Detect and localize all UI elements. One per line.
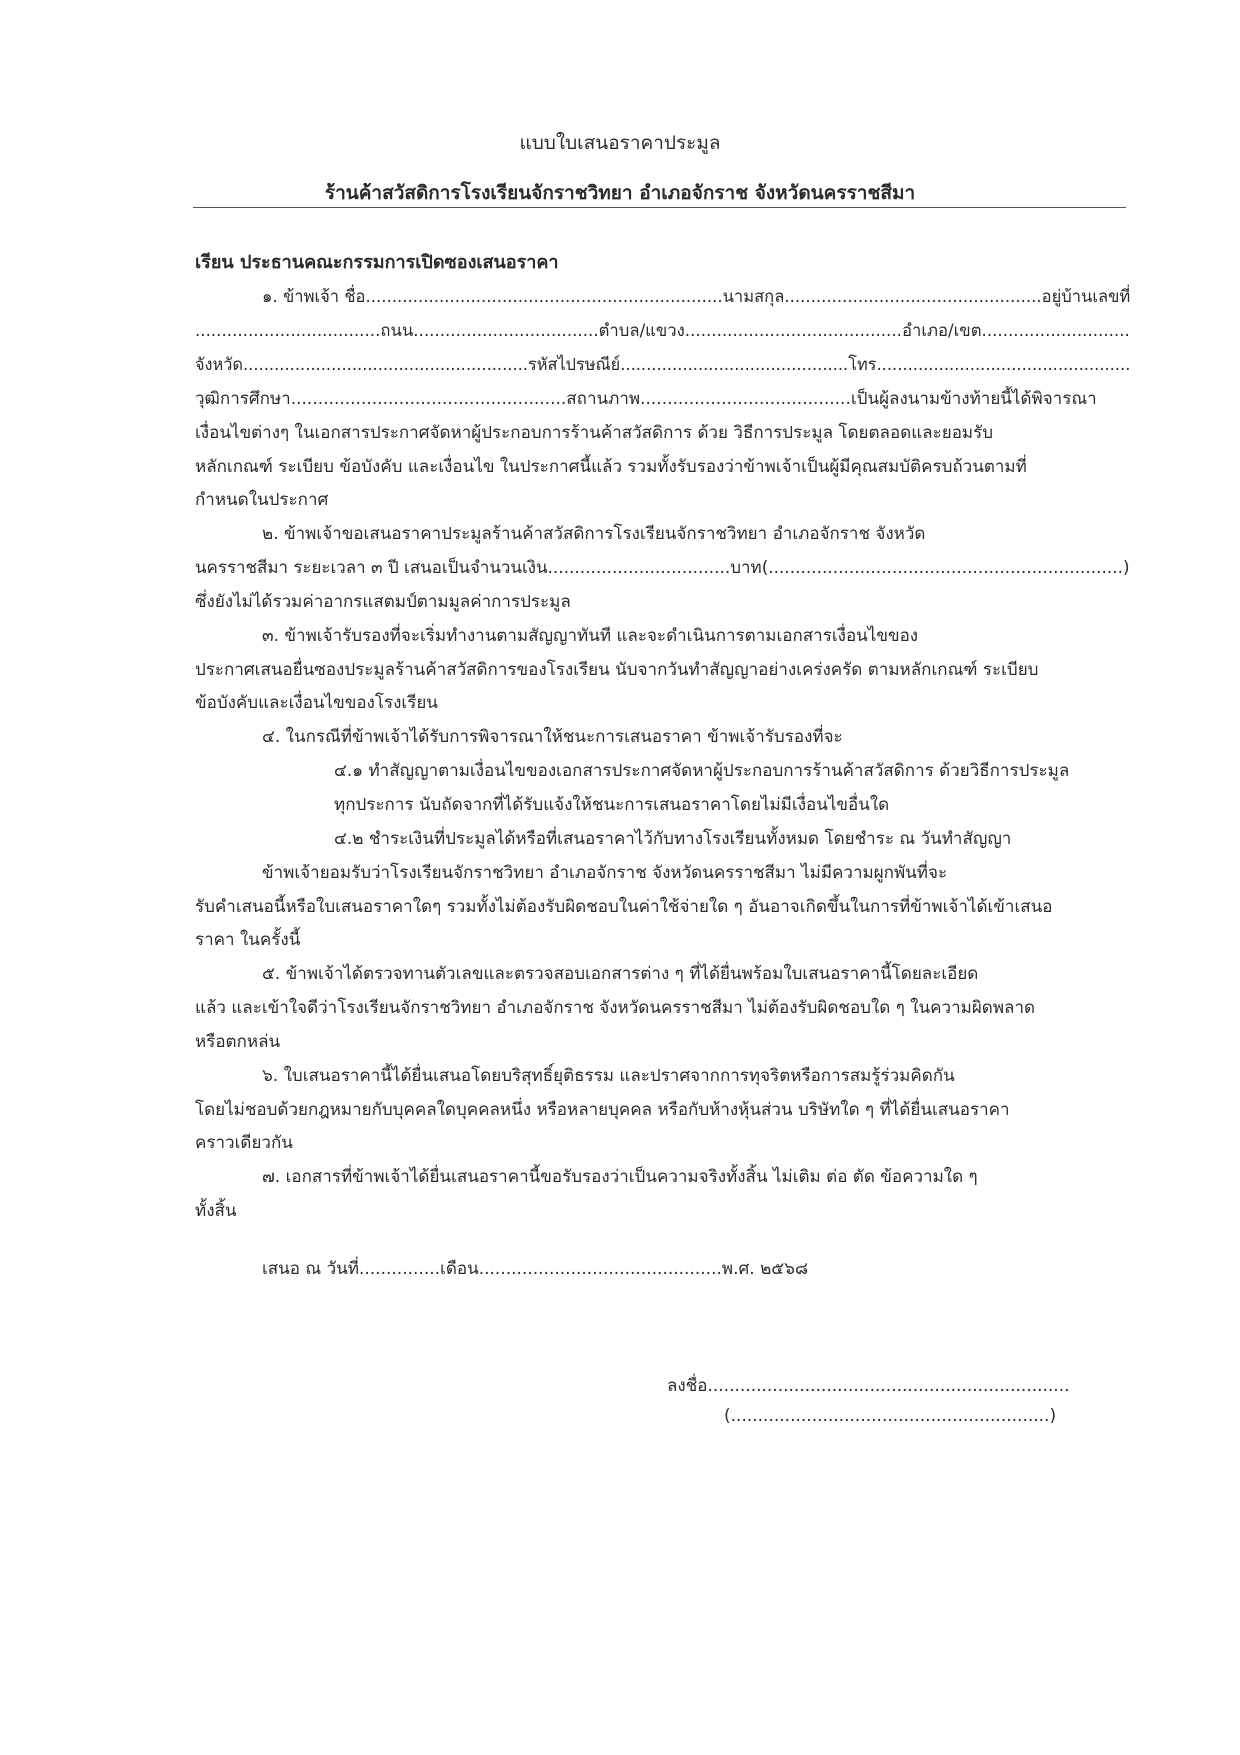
clause-3-line-3: ข้อบังคับและเงื่อนไขของโรงเรียน [195,693,438,713]
clause-6-line-1: ๖. ใบเสนอราคานี้ได้ยื่นเสนอโดยบริสุทธิ์ยุติธรรม และปราศจากการทุจริตหรือการสมรู้ร่วมคิดกัน [262,1066,955,1086]
clause-3-line-2: ประกาศเสนอยื่นซองประมูลร้านค้าสวัสดิการของโรงเรียน นับจากวันทำสัญญาอย่างเคร่งครัด ตามหลักเกณฑ์ ระเบียบ [195,660,1039,680]
acceptance-line-3: ราคา ในครั้งนี้ [195,930,301,950]
acceptance-line-1: ข้าพเจ้ายอมรับว่าโรงเรียนจักราชวิทยา อำเภอจักราช จังหวัดนครราชสีมา ไม่มีความผูกพันที่จะ [262,863,948,883]
clause-1-line-7: กำหนดในประกาศ [195,490,329,510]
clause-5-line-2: แล้ว และเข้าใจดีว่าโรงเรียนจักราชวิทยา อำเภอจักราช จังหวัดนครราชสีมา ไม่ต้องรับผิดชอบใด ๆ ในความผิดพลาด [195,998,1036,1018]
document-title: แบบใบเสนอราคาประมูล [519,132,721,154]
clause-1-line-2: ...................................ถนน...................................ตำบล/แขวง.........................................อำเภอ/เขต............................ [195,321,1130,341]
clause-6-line-3: คราวเดียวกัน [195,1133,293,1153]
clause-1-line-1: ๑. ข้าพเจ้า ชื่อ....................................................................นามสกุล.................................................อยู่บ้านเลขที่ [262,287,1131,307]
acceptance-line-2: รับคำเสนอนี้หรือใบเสนอราคาใดๆ รวมทั้งไม่ต้องรับผิดชอบในค่าใช้จ่ายใด ๆ อันอาจเกิดขึ้นในการที่ข้าพเจ้าได้เข้าเสนอ [195,897,1053,917]
clause-2-line-3: ซึ่งยังไม่ได้รวมค่าอากรแสตมป์ตามมูลค่าการประมูล [195,592,571,612]
clause-5-line-1: ๕. ข้าพเจ้าได้ตรวจทานตัวเลขและตรวจสอบเอกสารต่าง ๆ ที่ได้ยื่นพร้อมใบเสนอราคานี้โดยละเอียด [262,964,979,984]
signature-name-line: (...........................................................) [724,1406,1057,1426]
date-line: เสนอ ณ วันที่...............เดือน.............................................พ.ศ. ๒๕๖๘ [262,1259,809,1279]
clause-1-line-6: หลักเกณฑ์ ระเบียบ ข้อบังคับ และเงื่อนไข ในประกาศนี้แล้ว รวมทั้งรับรองว่าข้าพเจ้าเป็นผู้มีคุณสมบัติครบถ้วนตามที่ [195,457,1027,477]
clause-6-line-2: โดยไม่ชอบด้วยกฎหมายกับบุคคลใดบุคคลหนึ่ง หรือหลายบุคคล หรือกับห้างหุ้นส่วน บริษัทใด ๆ ที่ได้ยื่นเสนอราคา [195,1100,1010,1120]
clause-1-line-5: เงื่อนไขต่างๆ ในเอกสารประกาศจัดหาผู้ประกอบการร้านค้าสวัสดิการ ด้วย วิธีการประมูล โดยตลอดและยอมรับ [195,423,994,443]
signature-line: ลงชื่อ................................................................... [667,1376,1070,1396]
clause-4-1-line-2: ทุกประการ นับถัดจากที่ได้รับแจ้งให้ชนะการเสนอราคาโดยไม่มีเงื่อนไขอื่นใด [334,795,890,815]
clause-4-line-1: ๔. ในกรณีที่ข้าพเจ้าได้รับการพิจารณาให้ชนะการเสนอราคา ข้าพเจ้ารับรองที่จะ [262,727,843,747]
clause-1-line-4: วุฒิการศึกษา...................................................สถานภาพ.......................................เป็นผู้ลงนามข้างท้ายนี้ได้พิจารณา [195,389,1097,409]
clause-2-line-2: นครราชสีมา ระยะเวลา ๓ ปี เสนอเป็นจำนวนเงิน..................................บาท(..................................................................) [195,558,1130,578]
clause-3-line-1: ๓. ข้าพเจ้ารับรองที่จะเริ่มทำงานตามสัญญาทันที และจะดำเนินการตามเอกสารเงื่อนไขของ [262,626,919,646]
clause-5-line-3: หรือตกหล่น [195,1032,281,1052]
clause-4-1-line-1: ๔.๑ ทำสัญญาตามเงื่อนไขของเอกสารประกาศจัดหาผู้ประกอบการร้านค้าสวัสดิการ ด้วยวิธีการประมูล [334,761,1070,781]
header-divider [193,207,1126,208]
document-subtitle: ร้านค้าสวัสดิการโรงเรียนจักราชวิทยา อำเภอจักราช จังหวัดนครราชสีมา [324,182,916,204]
clause-4-2-line-1: ๔.๒ ชำระเงินที่ประมูลได้หรือที่เสนอราคาไว้กับทางโรงเรียนทั้งหมด โดยชำระ ณ วันทำสัญญา [334,829,1012,849]
clause-7-line-1: ๗. เอกสารที่ข้าพเจ้าได้ยื่นเสนอราคานี้ขอรับรองว่าเป็นความจริงทั้งสิ้น ไม่เติม ต่อ ตัด ข้อความใด ๆ [262,1167,978,1187]
clause-7-line-2: ทั้งสิ้น [195,1201,237,1221]
clause-1-line-3: จังหวัด.......................................................รหัสไปรษณีย์............................................โทร................................................. [195,355,1131,375]
salutation: เรียน ประธานคณะกรรมการเปิดซองเสนอราคา [195,252,559,273]
clause-2-line-1: ๒. ข้าพเจ้าขอเสนอราคาประมูลร้านค้าสวัสดิการโรงเรียนจักราชวิทยา อำเภอจักราช จังหวัด [262,524,926,544]
